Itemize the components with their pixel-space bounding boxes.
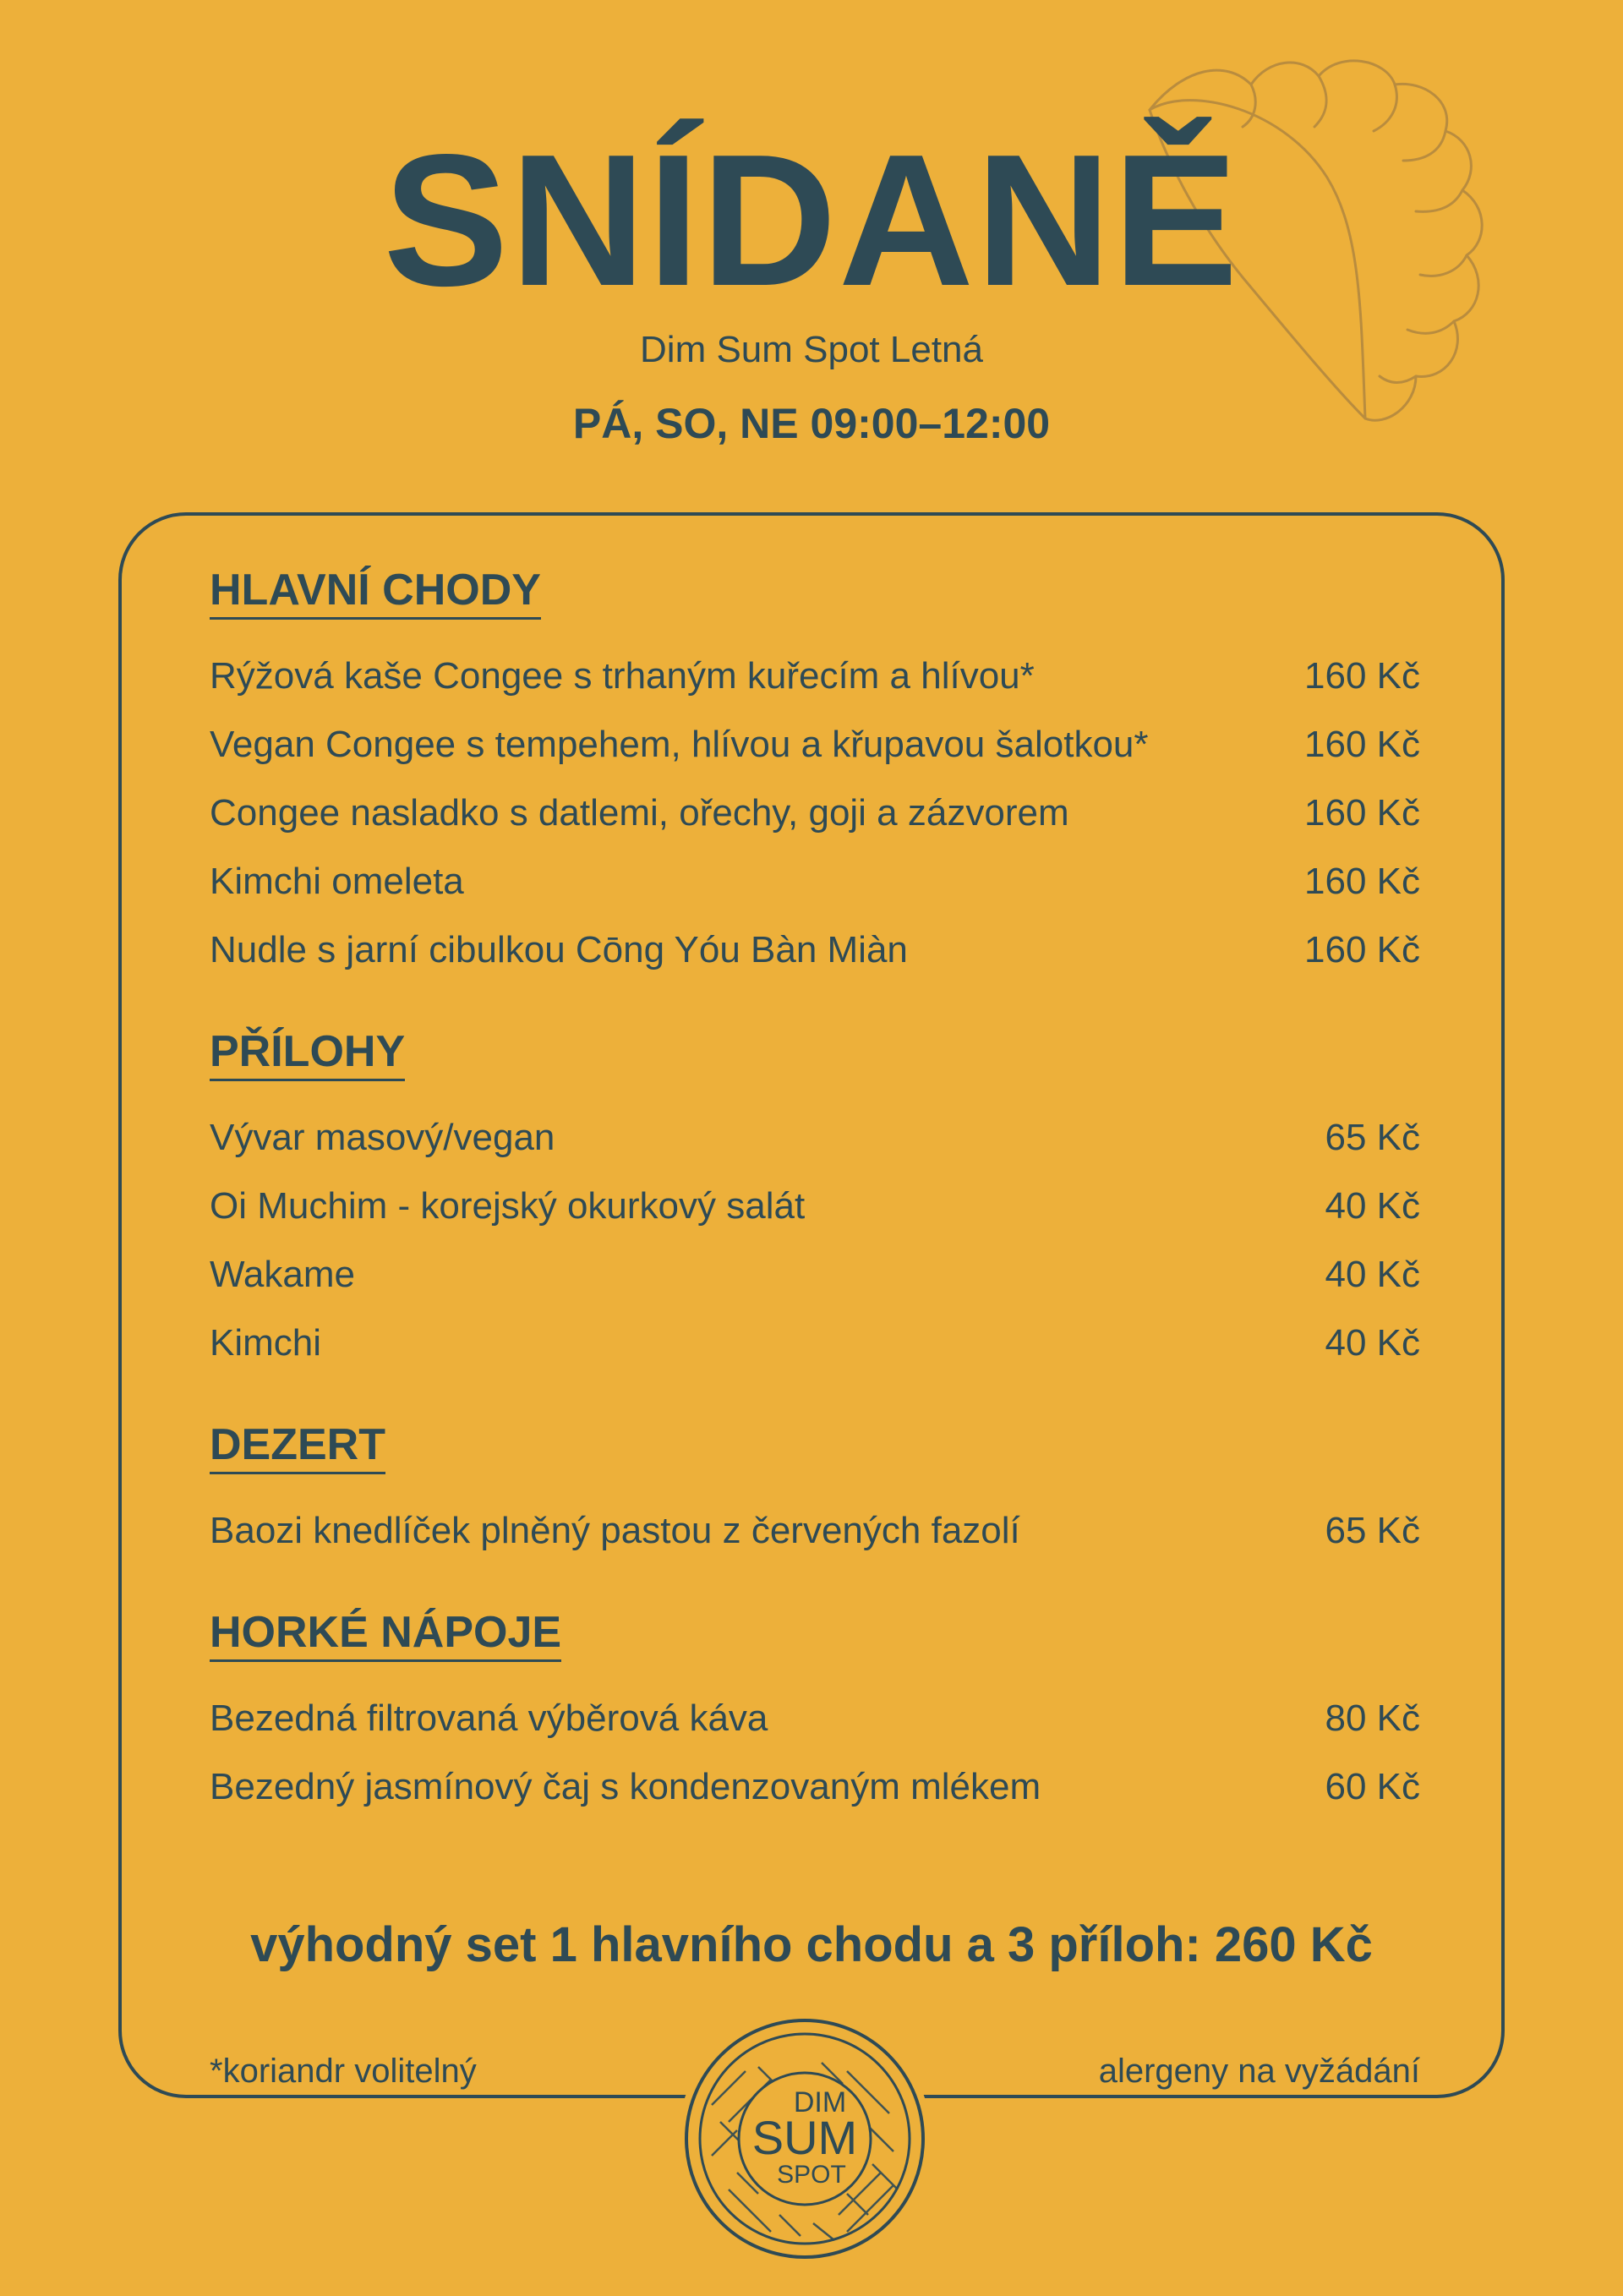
item-name: Vegan Congee s tempehem, hlívou a křupavou šalotkou* <box>210 724 1149 765</box>
allergens-note: alergeny na vyžádání <box>1098 2053 1420 2090</box>
menu-item <box>210 1684 1420 1752</box>
menu-item <box>210 710 1420 779</box>
item-name: Rýžová kaše Congee s trhaným kuřecím a hlívou* <box>210 655 1035 697</box>
opening-hours: PÁ, SO, NE 09:00–12:00 <box>572 400 1051 447</box>
section-title: PŘÍLOHY <box>210 1030 405 1081</box>
item-name: Congee nasladko s datlemi, ořechy, goji a zázvorem <box>210 792 1069 834</box>
item-name: Nudle s jarní cibulkou Cōng Yóu Bàn Miàn <box>210 929 908 970</box>
item-name: Bezedný jasmínový čaj s kondenzovaným mlékem <box>210 1766 1041 1807</box>
logo-text-sum: SUM <box>751 2111 858 2164</box>
item-price: 80 Kč <box>1325 1697 1420 1739</box>
set-offer: výhodný set 1 hlavního chodu a 3 příloh: 260 Kč <box>250 1917 1373 1972</box>
item-name: Kimchi omeleta <box>210 861 464 902</box>
menu-item <box>210 1103 1420 1172</box>
item-name: Kimchi <box>210 1322 322 1364</box>
section-title: HLAVNÍ CHODY <box>210 568 541 620</box>
dim-sum-spot-logo <box>678 2012 932 2266</box>
menu-item <box>210 1309 1420 1377</box>
item-price: 40 Kč <box>1325 1322 1420 1364</box>
menu-item <box>210 779 1420 847</box>
item-price: 60 Kč <box>1325 1766 1420 1807</box>
item-price: 160 Kč <box>1304 929 1420 970</box>
item-name: Bezedná filtrovaná výběrová káva <box>210 1697 768 1739</box>
menu-item <box>210 1496 1420 1565</box>
item-price: 160 Kč <box>1304 655 1420 697</box>
section-title: DEZERT <box>210 1423 385 1474</box>
section-sides <box>210 1027 1420 1377</box>
item-price: 40 Kč <box>1325 1254 1420 1295</box>
menu-list <box>210 568 1420 1867</box>
item-price: 160 Kč <box>1304 861 1420 902</box>
item-name: Vývar masový/vegan <box>210 1117 555 1158</box>
section-title: HORKÉ NÁPOJE <box>210 1610 561 1662</box>
item-price: 65 Kč <box>1325 1510 1420 1551</box>
logo-text-spot: SPOT <box>777 2161 846 2189</box>
item-price: 65 Kč <box>1325 1117 1420 1158</box>
page-title: SNÍDANĚ <box>383 116 1240 325</box>
item-price: 160 Kč <box>1304 792 1420 834</box>
item-name: Baozi knedlíček plněný pastou z červených fazolí <box>210 1510 1020 1551</box>
item-price: 160 Kč <box>1304 724 1420 765</box>
item-name: Wakame <box>210 1254 355 1295</box>
menu-item <box>210 916 1420 984</box>
logo-text-dim: DIM <box>793 2086 847 2118</box>
section-hot-drinks <box>210 1610 1420 1821</box>
menu-item <box>210 1172 1420 1240</box>
coriander-note: *koriandr volitelný <box>210 2053 477 2090</box>
item-price: 40 Kč <box>1325 1185 1420 1227</box>
logo-icon <box>678 2012 932 2266</box>
menu-item <box>210 1240 1420 1309</box>
section-main-courses <box>210 568 1420 984</box>
menu-item <box>210 642 1420 710</box>
section-dessert <box>210 1420 1420 1565</box>
restaurant-name: Dim Sum Spot Letná <box>640 329 983 370</box>
menu-item <box>210 847 1420 916</box>
menu-item <box>210 1752 1420 1821</box>
item-name: Oi Muchim - korejský okurkový salát <box>210 1185 806 1227</box>
